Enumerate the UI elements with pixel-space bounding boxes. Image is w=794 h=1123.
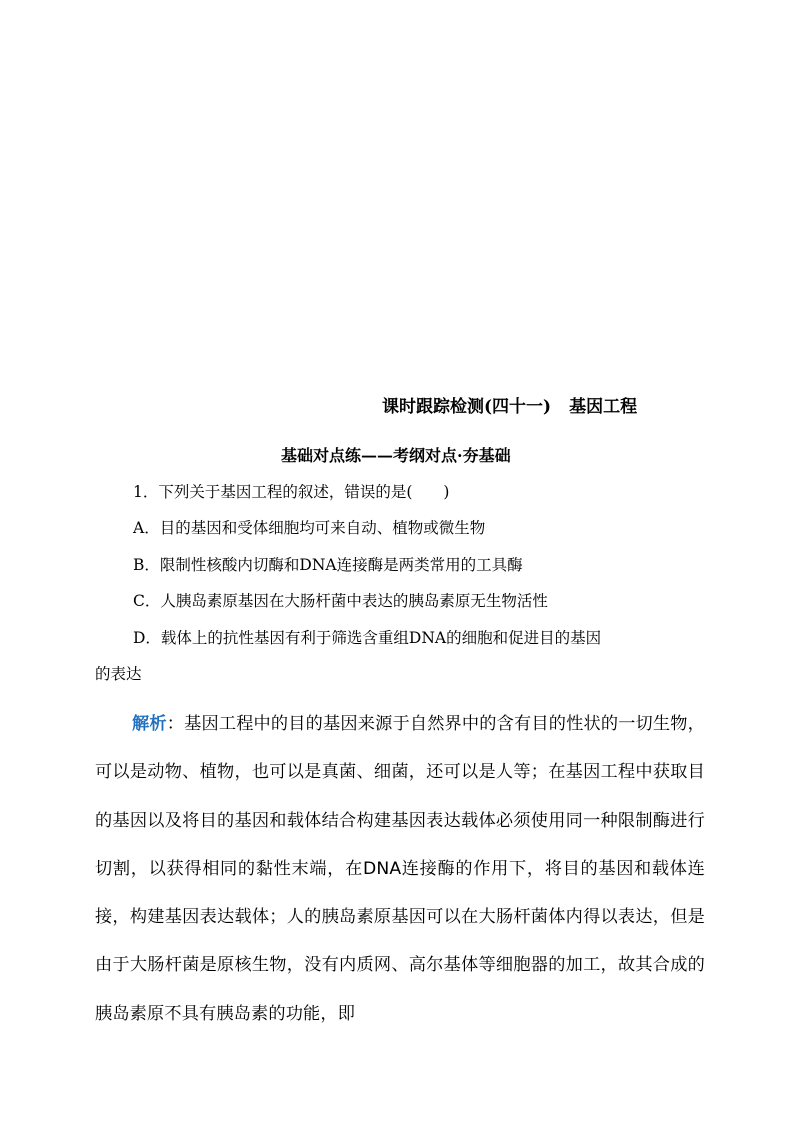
analysis-label: 解析 (132, 714, 167, 734)
page-title-topic: 基因工程 (569, 397, 638, 417)
analysis-text: ：基因工程中的目的基因来源于自然界中的含有目的性状的一切生物，可以是动物、植物，也可以是真菌、细菌，还可以是人等；在基因工程中获取目的基因以及将目的基因和载体结合构建基因表达载体必须使用同一种限制酶进行切割，以获得相同的黏性末端，在DNA连接酶的作用下，将目的基因和载体连接，构建基因表达载体；人的胰岛素原基因可以在大肠杆菌体内得以表达，但是由于大肠杆菌是原核生物，没有内质网、高尔基体等细胞器的加工，故其合成的胰岛素原不具有胰岛素的功能，即 (95, 714, 705, 1024)
option-a: A．目的基因和受体细胞均可来自动、植物或微生物 (133, 519, 486, 537)
option-c: C．人胰岛素原基因在大肠杆菌中表达的胰岛素原无生物活性 (133, 592, 548, 610)
section-heading: 基础对点练——考纲对点·夯基础 (281, 446, 511, 465)
option-d: D．载体上的抗性基因有利于筛选含重组DNA的细胞和促进目的基因 (133, 629, 602, 647)
question-stem: 1．下列关于基因工程的叙述，错误的是( ) (133, 483, 450, 501)
option-d-continuation: 的表达 (95, 665, 142, 683)
analysis-paragraph (95, 700, 705, 1038)
page-title (382, 392, 637, 417)
page-title-main: 课时跟踪检测(四十一) (382, 397, 552, 417)
option-b: B．限制性核酸内切酶和DNA连接酶是两类常用的工具酶 (133, 556, 523, 574)
